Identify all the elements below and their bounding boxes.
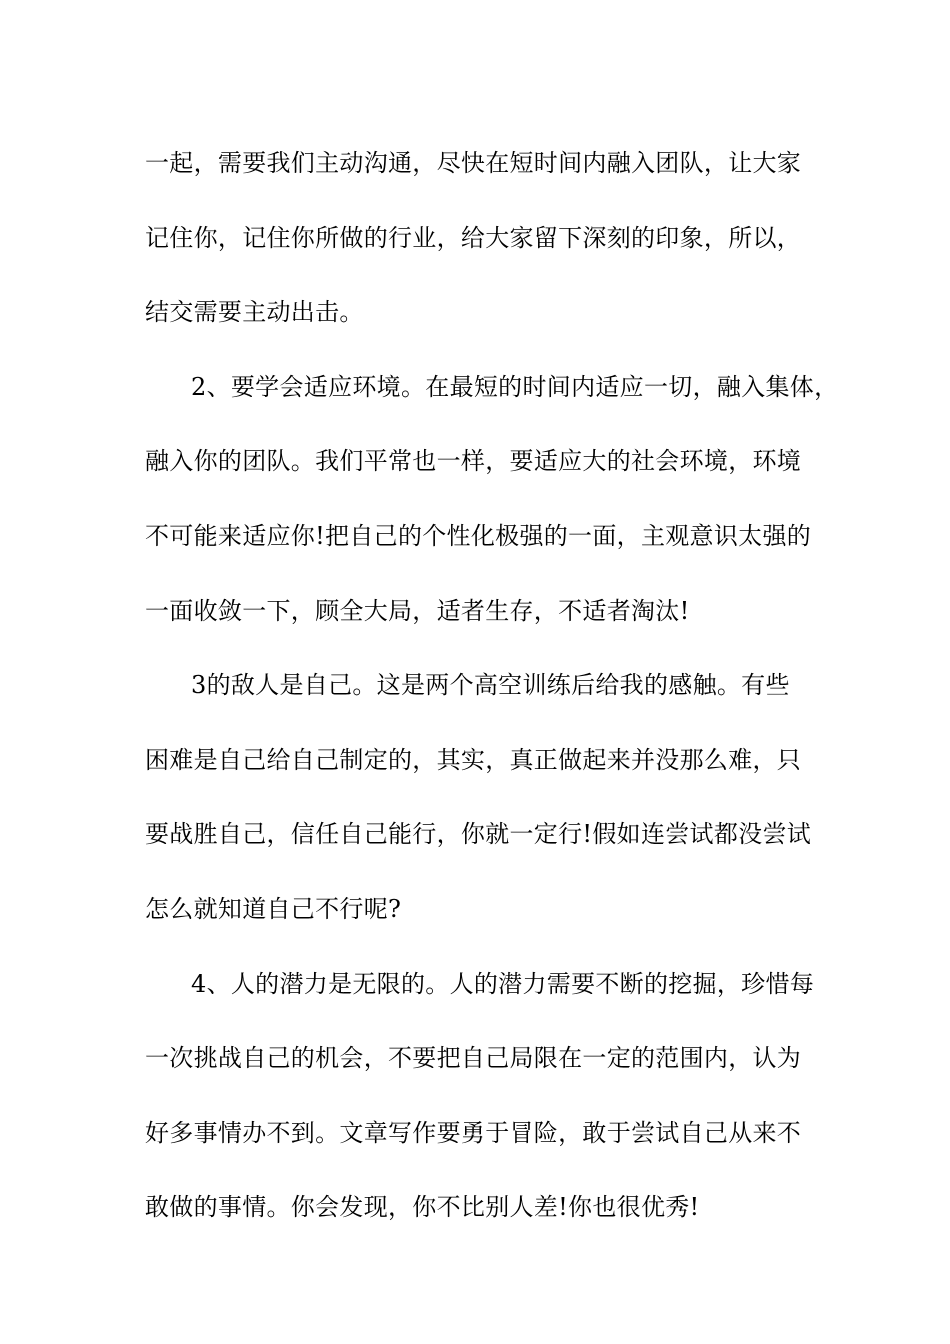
paragraph-start-line: 3的敌人是自己。这是两个高空训练后给我的感触。有些: [191, 671, 790, 700]
text-line: 记住你，记住你所做的行业，给大家留下深刻的印象，所以，: [145, 223, 802, 252]
body-text: [145, 126, 839, 1245]
text-line: 融入你的团队。我们平常也一样，要适应大的社会环境，环境: [145, 447, 802, 476]
text-line: 要战胜自己，信任自己能行，你就一定行!假如连尝试都没尝试: [145, 820, 812, 849]
text-line: 敢做的事情。你会发现，你不比别人差!你也很优秀!: [145, 1193, 700, 1222]
text-line: 怎么就知道自己不行呢?: [145, 894, 402, 923]
text-line: 好多事情办不到。文章写作要勇于冒险，敢于尝试自己从来不: [145, 1118, 802, 1147]
text-line: 一面收敛一下，顾全大局，适者生存，不适者淘汰!: [145, 596, 690, 625]
text-line: 结交需要主动出击。: [145, 298, 364, 327]
text-line: 一次挑战自己的机会，不要把自己局限在一定的范围内，认为: [145, 1044, 802, 1073]
text-line: 困难是自己给自己制定的，其实，真正做起来并没那么难，只: [145, 745, 802, 774]
text-line: 一起，需要我们主动沟通，尽快在短时间内融入团队，让大家: [145, 149, 802, 177]
text-line: 不可能来适应你!把自己的个性化极强的一面，主观意识太强的: [145, 521, 812, 550]
paragraph-start-line: 4、人的潜力是无限的。人的潜力需要不断的挖掘，珍惜每: [191, 969, 815, 998]
paragraph-start-line: 2、要学会适应环境。在最短的时间内适应一切，融入集体，: [191, 372, 839, 401]
